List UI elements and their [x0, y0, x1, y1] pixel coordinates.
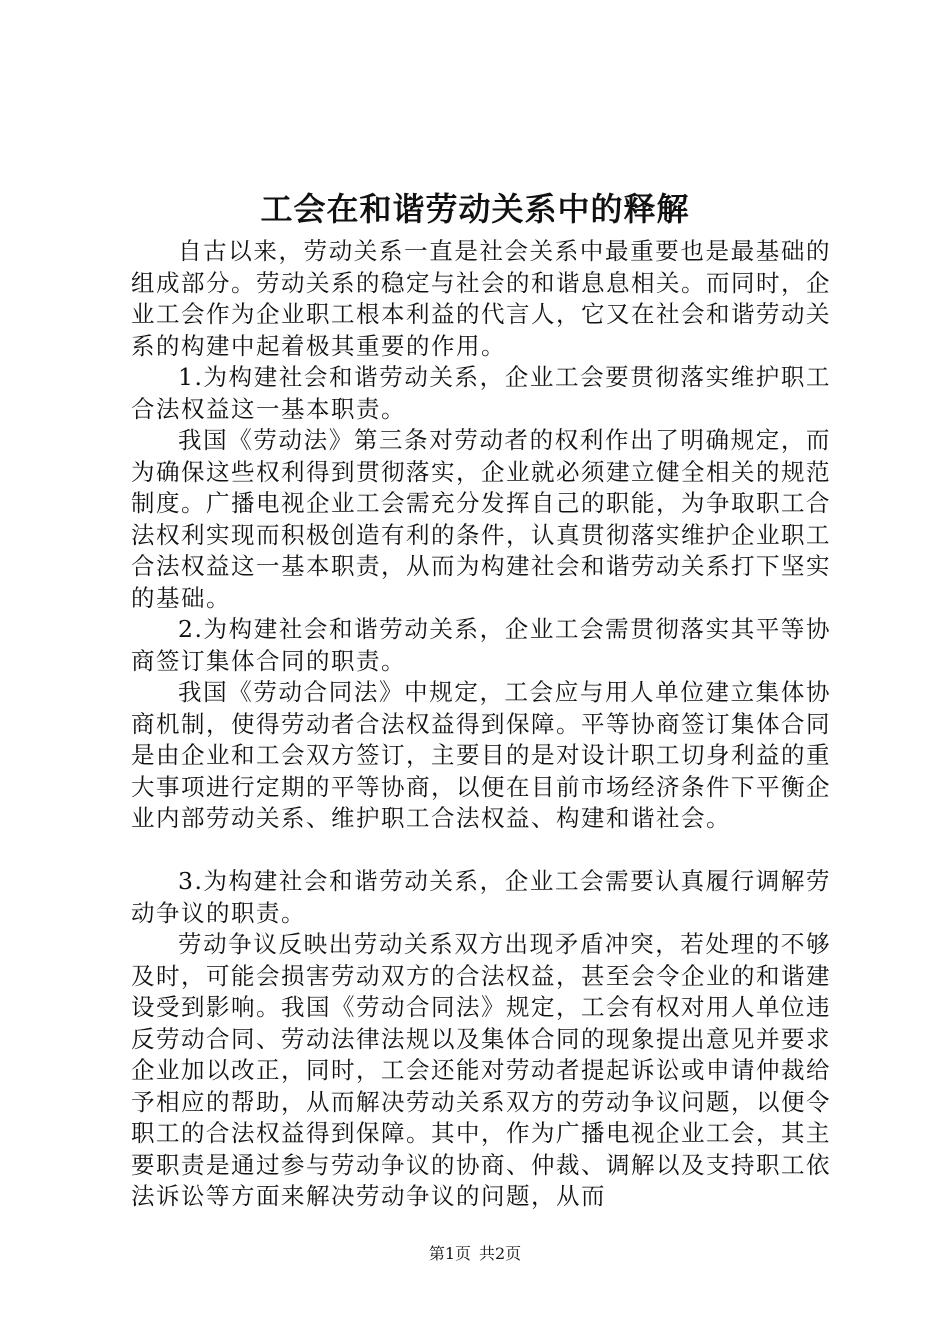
page-total: 共2页 [479, 1244, 522, 1263]
paragraph-heading-3: 3.为构建社会和谐劳动关系，企业工会需要认真履行调解劳动争议的职责。 [131, 867, 831, 927]
paragraph-heading-1: 1.为构建社会和谐劳动关系，企业工会要贯彻落实维护职工合法权益这一基本职责。 [131, 363, 831, 423]
paragraph-labor-contract-law: 我国《劳动合同法》中规定，工会应与用人单位建立集体协商机制，使得劳动者合法权益得到保障。平等协商签订集体合同是由企业和工会双方签订，主要目的是对设计职工切身利益的重大事项进行定期的平等协商，以便在目前市场经济条件下平衡企业内部劳动关系、维护职工合法权益、构建和谐社会。 [131, 678, 831, 832]
page-footer [0, 1243, 950, 1265]
document-title: 工会在和谐劳动关系中的释解 [260, 190, 690, 228]
document-body [131, 236, 831, 1213]
paragraph-intro: 自古以来，劳动关系一直是社会关系中最重要也是最基础的组成部分。劳动关系的稳定与社会的和谐息息相关。而同时，企业工会作为企业职工根本利益的代言人，它又在社会和谐劳动关系的构建中起着极其重要的作用。 [131, 237, 831, 360]
paragraph-heading-2: 2.为构建社会和谐劳动关系，企业工会需贯彻落实其平等协商签订集体合同的职责。 [131, 615, 831, 675]
page-number: 第1页 [428, 1244, 471, 1263]
paragraph-labor-disputes: 劳动争议反映出劳动关系双方出现矛盾冲突，若处理的不够及时，可能会损害劳动双方的合法权益，甚至会令企业的和谐建设受到影响。我国《劳动合同法》规定，工会有权对用人单位违反劳动合同、劳动法律法规以及集体合同的现象提出意见并要求企业加以改正，同时，工会还能对劳动者提起诉讼或申请仲裁给予相应的帮助，从而解决劳动关系双方的劳动争议问题，以便令职工的合法权益得到保障。其中，作为广播电视企业工会，其主要职责是通过参与劳动争议的协商、仲裁、调解以及支持职工依法诉讼等方面来解决劳动争议的问题，从而 [131, 930, 831, 1210]
paragraph-labor-law: 我国《劳动法》第三条对劳动者的权利作出了明确规定，而为确保这些权利得到贯彻落实，企业就必须建立健全相关的规范制度。广播电视企业工会需充分发挥自己的职能，为争取职工合法权利实现而积极创造有利的条件，认真贯彻落实维护企业职工合法权益这一基本职责，从而为构建社会和谐劳动关系打下坚实的基础。 [131, 426, 831, 612]
paragraph-spacer [131, 835, 831, 867]
